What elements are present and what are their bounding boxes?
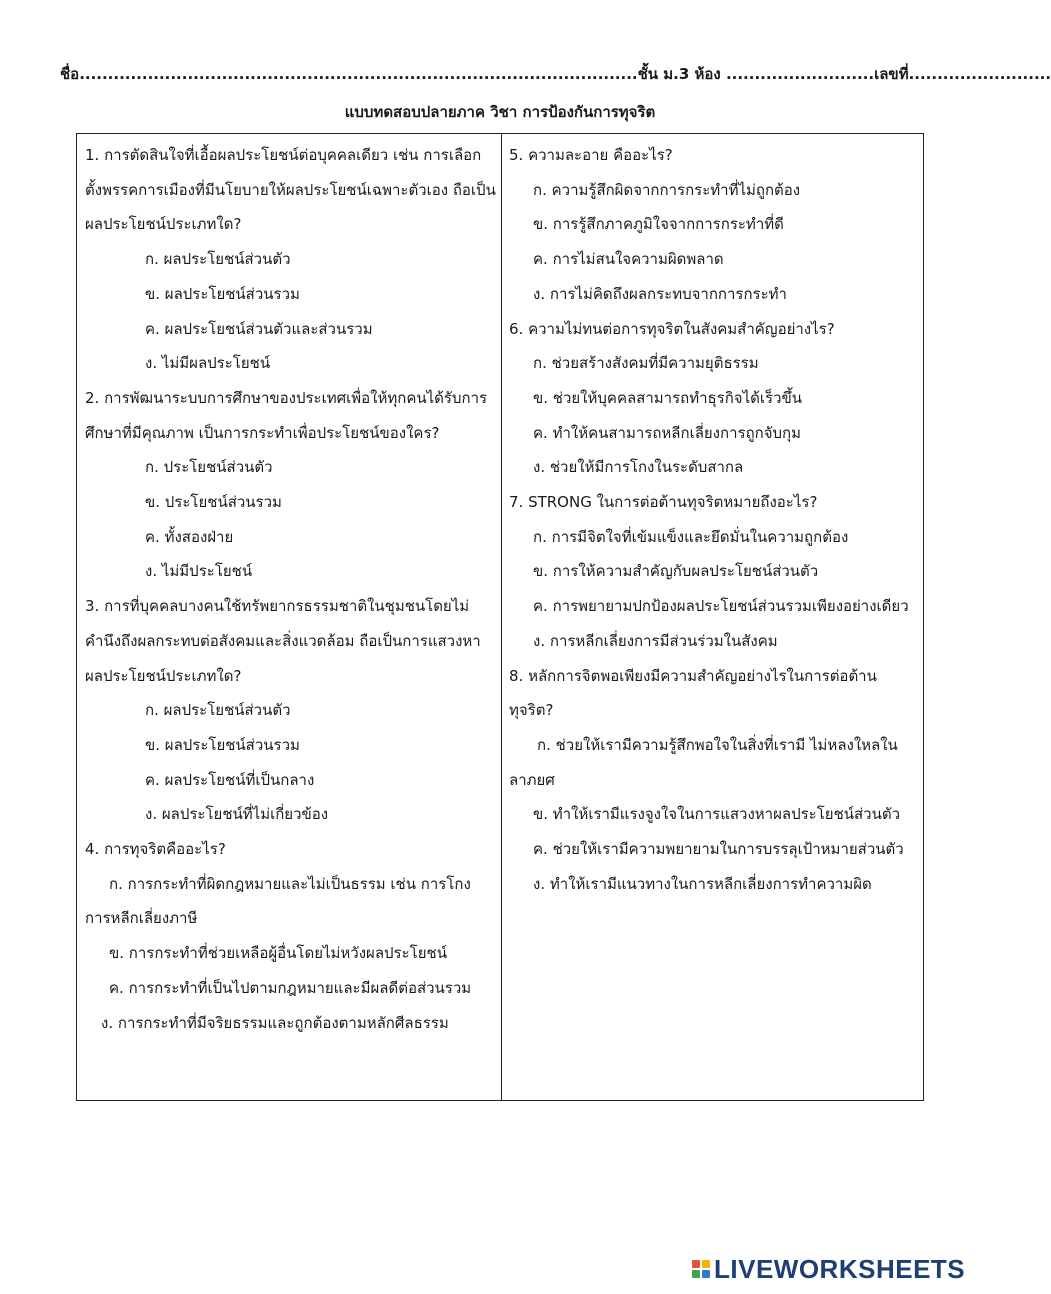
q3-option-c[interactable]: ค. ผลประโยชน์ที่เป็นกลาง (145, 770, 315, 789)
logo-square-green (692, 1270, 700, 1278)
liveworksheets-logo-text: LIVEWORKSHEETS (714, 1253, 966, 1284)
left-column (85, 138, 497, 1040)
q8-option-d[interactable]: ง. ทำให้เรามีแนวทางในการหลีกเลี่ยงการทำความผิด (533, 874, 872, 893)
q1-option-c[interactable]: ค. ผลประโยชน์ส่วนตัวและส่วนรวม (145, 319, 373, 338)
q7-option-c[interactable]: ค. การพยายามปกป้องผลประโยชน์ส่วนรวมเพียงอย่างเดียว (533, 597, 909, 616)
q5-option-d[interactable]: ง. การไม่คิดถึงผลกระทบจากการกระทำ (533, 284, 787, 303)
q2-option-b[interactable]: ข. ประโยชน์ส่วนรวม (145, 493, 282, 512)
exam-table (76, 133, 924, 1101)
q4-option-a[interactable]: ก. การกระทำที่ผิดกฎหมายและไม่เป็นธรรม เช่น การโกง การหลีกเลี่ยงภาษี (85, 874, 471, 928)
q5-option-b[interactable]: ข. การรู้สึกภาคภูมิใจจากการกระทำที่ดี (533, 215, 784, 234)
q5-option-a[interactable]: ก. ความรู้สึกผิดจากการกระทำที่ไม่ถูกต้อง (533, 180, 801, 199)
question-3: 3. การที่บุคคลบางคนใช้ทรัพยากรธรรมชาติในชุมชนโดยไม่คำนึงถึงผลกระทบต่อสังคมและสิ่งแวดล้อม ถือเป็นการแสวงหาผลประโยชน์ประเภทใด? (85, 597, 481, 685)
q7-option-b[interactable]: ข. การให้ความสำคัญกับผลประโยชน์ส่วนตัว (533, 562, 819, 581)
q3-option-d[interactable]: ง. ผลประโยชน์ที่ไม่เกี่ยวข้อง (145, 805, 329, 824)
column-divider (501, 134, 502, 1100)
q2-option-a[interactable]: ก. ประโยชน์ส่วนตัว (145, 458, 273, 477)
q8-option-c[interactable]: ค. ช่วยให้เรามีความพยายามในการบรรลุเป้าหมายส่วนตัว (533, 840, 904, 859)
q4-option-b[interactable]: ข. การกระทำที่ช่วยเหลือผู้อื่นโดยไม่หวังผลประโยชน์ (109, 944, 447, 963)
q5-option-c[interactable]: ค. การไม่สนใจความผิดพลาด (533, 250, 724, 269)
q1-option-b[interactable]: ข. ผลประโยชน์ส่วนรวม (145, 284, 300, 303)
question-1: 1. การตัดสินใจที่เอื้อผลประโยชน์ต่อบุคคลเดียว เช่น การเลือกตั้งพรรคการเมืองที่มีนโยบายให้ผลประโยชน์เฉพาะตัวเอง ถือเป็นผลประโยชน์ประเภทใด? (85, 146, 496, 234)
logo-square-blue (702, 1270, 710, 1278)
liveworksheets-logo[interactable] (692, 1254, 965, 1284)
question-8: 8. หลักการจิตพอเพียงมีความสำคัญอย่างไรในการต่อต้านทุจริต? (509, 666, 877, 720)
page-title: แบบทดสอบปลายภาค วิชา การป้องกันการทุจริต (344, 103, 656, 121)
question-7: 7. STRONG ในการต่อต้านทุจริตหมายถึงอะไร? (509, 493, 818, 512)
q6-option-a[interactable]: ก. ช่วยสร้างสังคมที่มีความยุติธรรม (533, 354, 759, 373)
question-4: 4. การทุจริตคืออะไร? (85, 840, 226, 859)
question-2: 2. การพัฒนาระบบการศึกษาของประเทศเพื่อให้ทุกคนได้รับการศึกษาที่มีคุณภาพ เป็นการกระทำเพื่อประโยชน์ของใคร? (85, 388, 488, 442)
q1-option-d[interactable]: ง. ไม่มีผลประโยชน์ (145, 354, 271, 373)
q2-option-c[interactable]: ค. ทั้งสองฝ่าย (145, 527, 234, 546)
student-info-line: ชื่อ..................................................................................................ชั้น ม.3 ห้อง ..........................เลขที่......................... (60, 65, 1051, 83)
liveworksheets-logo-icon (692, 1260, 710, 1278)
q8-option-a[interactable]: ก. ช่วยให้เรามีความรู้สึกพอใจในสิ่งที่เรามี ไม่หลงใหลในลาภยศ (509, 735, 898, 789)
q4-option-c[interactable]: ค. การกระทำที่เป็นไปตามกฎหมายและมีผลดีต่อส่วนรวม (109, 978, 472, 997)
q3-option-b[interactable]: ข. ผลประโยชน์ส่วนรวม (145, 735, 300, 754)
q6-option-b[interactable]: ข. ช่วยให้บุคคลสามารถทำธุรกิจได้เร็วขึ้น (533, 388, 802, 407)
q8-option-b[interactable]: ข. ทำให้เรามีแรงจูงใจในการแสวงหาผลประโยชน์ส่วนตัว (533, 805, 900, 824)
logo-square-red (692, 1260, 700, 1268)
question-6: 6. ความไม่ทนต่อการทุจริตในสังคมสำคัญอย่างไร? (509, 319, 835, 338)
q3-option-a[interactable]: ก. ผลประโยชน์ส่วนตัว (145, 701, 291, 720)
q2-option-d[interactable]: ง. ไม่มีประโยชน์ (145, 562, 253, 581)
q6-option-d[interactable]: ง. ช่วยให้มีการโกงในระดับสากล (533, 458, 744, 477)
question-5: 5. ความละอาย คืออะไร? (509, 146, 673, 164)
right-column (509, 138, 917, 901)
q6-option-c[interactable]: ค. ทำให้คนสามารถหลีกเลี่ยงการถูกจับกุม (533, 423, 802, 442)
q1-option-a[interactable]: ก. ผลประโยชน์ส่วนตัว (145, 250, 291, 269)
q7-option-d[interactable]: ง. การหลีกเลี่ยงการมีส่วนร่วมในสังคม (533, 631, 778, 650)
q7-option-a[interactable]: ก. การมีจิตใจที่เข้มแข็งและยึดมั่นในความถูกต้อง (533, 527, 849, 546)
logo-square-yellow (702, 1260, 710, 1268)
q4-option-d[interactable]: ง. การกระทำที่มีจริยธรรมและถูกต้องตามหลักศีลธรรม (101, 1013, 449, 1032)
